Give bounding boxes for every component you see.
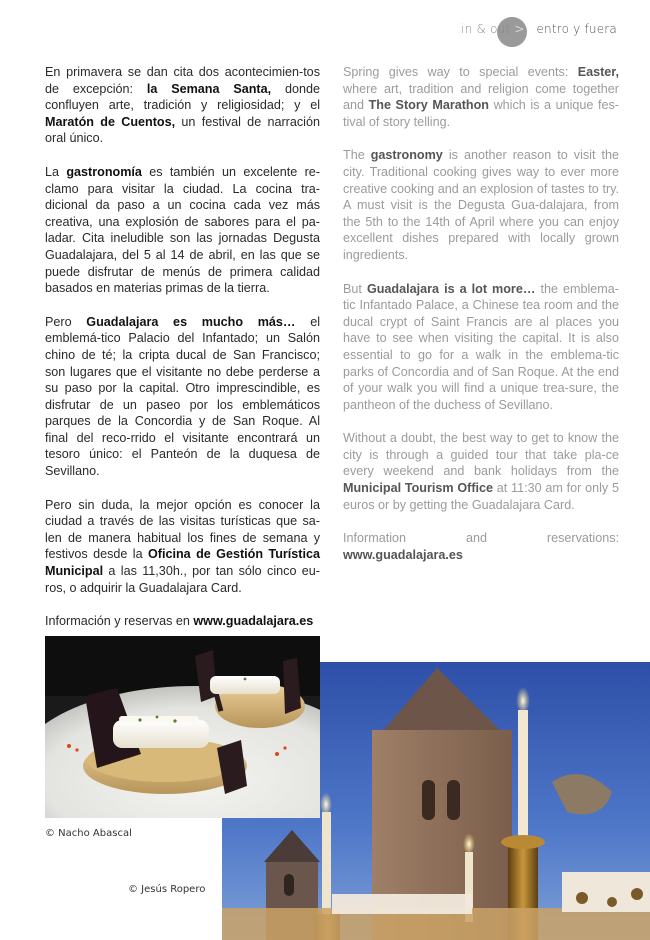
spanish-text: donde confluyen arte, tradición y religiosidad; y el xyxy=(45,81,320,113)
english-text: Information and reservations: xyxy=(343,531,619,546)
english-bold-text: www.guadalajara.es xyxy=(343,547,463,562)
english-text: which is a unique fes-tival of story telling. xyxy=(343,98,619,129)
spanish-text-column xyxy=(45,64,320,647)
english-bold-text: gastronomy xyxy=(370,148,443,163)
spanish-bold-text: Maratón de Cuentos, xyxy=(45,114,176,129)
english-text: is another reason to visit the city. Traditional cooking gives way to ever more creative cooking and an explosion of tastes to try. A must visit is the Degusta Gua-dalajara, from the 5th to the 14th of April where you can enjoy excellent dishes prepared with locally grown ingredients. xyxy=(343,148,619,262)
food-photo-caption: © Nacho Abascal xyxy=(45,828,132,839)
english-text: Spring gives way to special events: xyxy=(343,65,578,79)
english-paragraph xyxy=(343,64,619,130)
english-bold-text: Easter, xyxy=(577,65,619,79)
spanish-paragraph xyxy=(45,613,320,630)
food-photo xyxy=(45,636,320,818)
spanish-text: un festival de narración oral único. xyxy=(45,114,320,146)
english-text: Without a doubt, the best way to get to know the city is through a guided tour that take pla-ce every weekend and bank holidays from the xyxy=(343,431,619,479)
english-text: The xyxy=(343,148,371,163)
spanish-bold-text: la Semana Santa, xyxy=(146,81,272,96)
english-text-column xyxy=(343,64,619,580)
section-header xyxy=(461,22,617,36)
english-bold-text: The Story Marathon xyxy=(368,98,489,113)
header-in-out: in & out xyxy=(461,22,511,36)
spanish-text: Pero sin duda, la mejor opción es conocer la ciudad a través de las visitas turísticas que sa-len de manera habitual los fines de semana y festivos desde la xyxy=(45,497,320,562)
spanish-paragraph xyxy=(45,314,320,480)
english-paragraph xyxy=(343,281,619,414)
english-text: at 11:30 am for only 5 euros or by getting the Guadalajara Card. xyxy=(343,481,619,512)
english-text: the emblema-tic Infantado Palace, a Chinese tea room and the ducal crypt of Saint Francis are al places you have to see when visiting the capital. It is also essential to go for a walk in the emblema-tic parks of Concordia and of San Roque. At the end of your walk you will find a unique trea-sure, the pantheon of the duchess of Sevillano. xyxy=(343,281,619,412)
english-paragraph xyxy=(343,530,619,563)
header-separator: > xyxy=(514,22,525,36)
english-paragraph xyxy=(343,147,619,263)
english-bold-text: Guadalajara is a lot more… xyxy=(366,281,536,296)
spanish-text: a las 11,30h., por tan sólo cinco eu-ros, o adquirir la Guadalajara Card. xyxy=(45,564,320,595)
spanish-bold-text: Oficina de Gestión Turística Municipal xyxy=(45,547,320,579)
spanish-text: es también un excelente re-clamo para visitar la ciudad. La cocina tra-dicional da paso a un cocina cada vez más creativa, una explosión de sabores para el pa-ladar. Cita ineludible son las jornadas Degusta Guadalajara, del 5 al 14 de abril, en las que se puede disfrutar de menús de primera calidad basados en materias primas de la tierra. xyxy=(45,164,320,296)
spanish-paragraph xyxy=(45,164,320,297)
spanish-bold-text: gastronomía xyxy=(66,164,142,179)
spanish-text: La xyxy=(45,164,67,179)
tower-photo-caption: © Jesús Ropero xyxy=(128,884,206,895)
spanish-text: el emblemá-tico Palacio del Infantado; un Salón chino de té; la cripta ducal de San Francisco; son lugares que el visitante no debe perderse a su paso por la capital. Otro imprescindible, es disfrutar de un paseo por los emblemáticos parques de la Concordia y de San Roque. Al final del reco-rrido el visitante encontrará un tesoro único: el Panteón de la duquesa de Sevillano. xyxy=(45,314,320,479)
english-text: where art, tradition and religion come together and xyxy=(343,81,619,113)
spanish-paragraph xyxy=(45,64,320,147)
spanish-bold-text: Guadalajara es mucho más… xyxy=(86,314,296,329)
header-dentro-y-fuera: dentro y fuera xyxy=(528,22,617,36)
spanish-text: Pero xyxy=(45,314,87,329)
spanish-paragraph xyxy=(45,497,320,597)
spanish-text: En primavera se dan cita dos acontecimien-tos de excepción: xyxy=(45,65,320,96)
english-paragraph xyxy=(343,430,619,513)
english-bold-text: Municipal Tourism Office xyxy=(343,481,494,496)
spanish-text: Información y reservas en xyxy=(45,614,194,629)
spanish-bold-text: www.guadalajara.es xyxy=(193,614,314,629)
english-text: But xyxy=(343,281,367,296)
